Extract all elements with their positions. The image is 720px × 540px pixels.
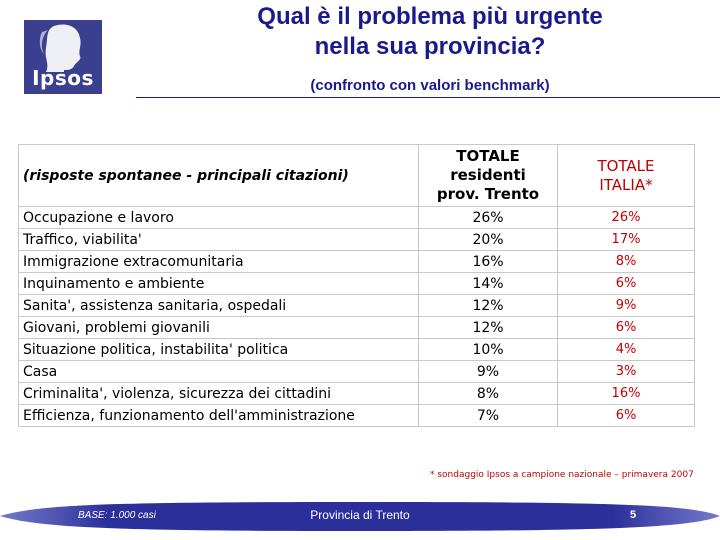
table-row [19, 273, 695, 295]
table-row [19, 405, 695, 427]
footer-band [0, 500, 720, 534]
row-trento-value: 26% [419, 207, 558, 229]
table-row [19, 361, 695, 383]
row-trento-value: 10% [419, 339, 558, 361]
footer-center-label: Provincia di Trento [310, 508, 410, 522]
row-italia-value: 8% [558, 251, 695, 273]
row-label: Occupazione e lavoro [19, 207, 419, 229]
row-trento-value: 14% [419, 273, 558, 295]
page-title [140, 2, 720, 62]
row-label: Sanita', assistenza sanitaria, ospedali [19, 295, 419, 317]
table-row [19, 383, 695, 405]
logo-text: Ipsos [32, 66, 94, 90]
table-row [19, 317, 695, 339]
ipsos-logo [24, 20, 102, 94]
title-line-1: Qual è il problema più urgente [257, 3, 603, 30]
footnote: * sondaggio Ipsos a campione nazionale – primavera 2007 [430, 470, 694, 480]
row-label: Inquinamento e ambiente [19, 273, 419, 295]
row-italia-value: 4% [558, 339, 695, 361]
header-label: (risposte spontanee - principali citazioni) [19, 145, 419, 207]
row-trento-value: 12% [419, 295, 558, 317]
row-italia-value: 9% [558, 295, 695, 317]
row-italia-value: 17% [558, 229, 695, 251]
row-italia-value: 6% [558, 317, 695, 339]
row-italia-value: 16% [558, 383, 695, 405]
page-number: 5 [630, 509, 637, 521]
row-trento-value: 8% [419, 383, 558, 405]
row-trento-value: 7% [419, 405, 558, 427]
header-trento-line-1: TOTALE [456, 147, 520, 165]
table-row [19, 207, 695, 229]
row-label: Traffico, viabilita' [19, 229, 419, 251]
header-italia [558, 145, 695, 207]
row-label: Casa [19, 361, 419, 383]
table-row [19, 295, 695, 317]
page-subtitle: (confronto con valori benchmark) [310, 77, 550, 94]
header-italia-line-1: TOTALE [597, 156, 655, 175]
header-trento-line-3: prov. Trento [436, 185, 540, 203]
row-italia-value: 3% [558, 361, 695, 383]
row-trento-value: 16% [419, 251, 558, 273]
row-italia-value: 26% [558, 207, 695, 229]
title-line-2: nella sua provincia? [314, 33, 546, 60]
row-label: Immigrazione extracomunitaria [19, 251, 419, 273]
table-row [19, 229, 695, 251]
row-trento-value: 20% [419, 229, 558, 251]
results-table [18, 144, 695, 427]
header-trento-line-2: residenti [450, 166, 526, 184]
row-italia-value: 6% [558, 273, 695, 295]
row-label: Giovani, problemi giovanili [19, 317, 419, 339]
row-italia-value: 6% [558, 405, 695, 427]
table-row [19, 251, 695, 273]
row-label: Efficienza, funzionamento dell'amministrazione [19, 405, 419, 427]
title-divider [136, 97, 720, 98]
footer-base-note: BASE: 1.000 casi [78, 510, 156, 521]
header-italia-line-2: ITALIA* [599, 175, 653, 194]
table-row [19, 339, 695, 361]
row-label: Criminalita', violenza, sicurezza dei cittadini [19, 383, 419, 405]
row-label: Situazione politica, instabilita' politica [19, 339, 419, 361]
row-trento-value: 9% [419, 361, 558, 383]
header-trento [419, 145, 558, 207]
row-trento-value: 12% [419, 317, 558, 339]
table-header-row [19, 145, 695, 207]
